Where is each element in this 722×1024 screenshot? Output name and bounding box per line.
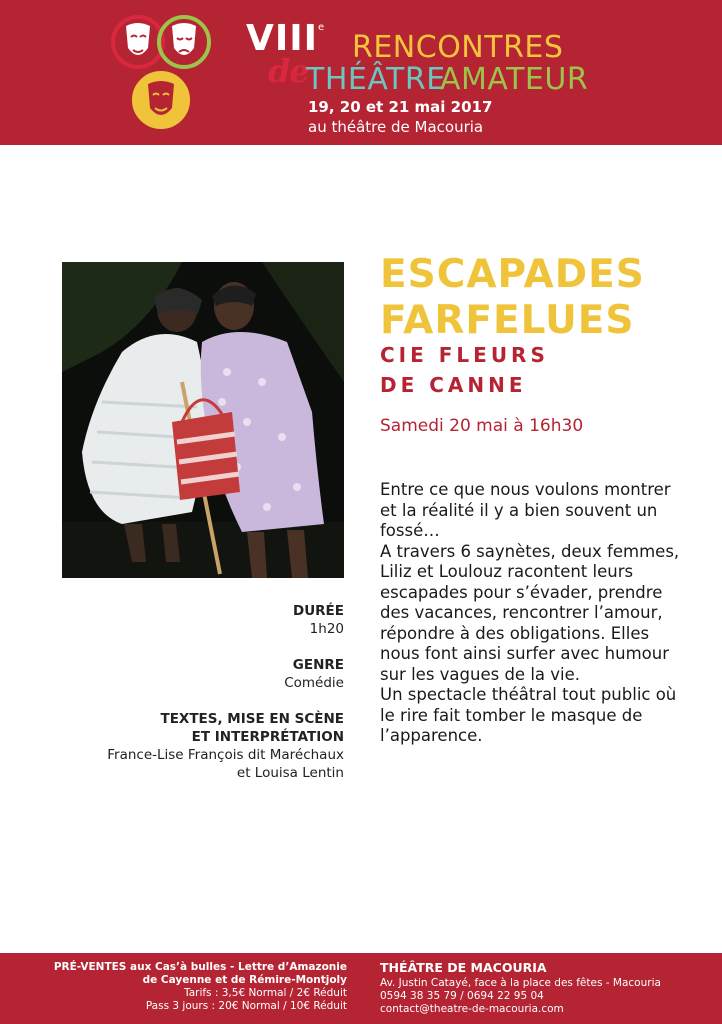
company-name (380, 340, 549, 400)
show-description (380, 480, 680, 747)
description-paragraph: A travers 6 saynètes, deux femmes, Liliz et Loulouz racontent leurs escapades pour s’évader, prendre des vacances, rencontrer l’amour, répondre à des obligations. Elles nous font ainsi surfer avec humour sur les vagues de la vie. (380, 541, 680, 684)
duration-value: 1h20 (309, 621, 344, 637)
credits-value: et Louisa Lentin (236, 765, 344, 781)
header-banner (0, 0, 722, 145)
credits-value: France-Lise François dit Maréchaux (107, 747, 344, 763)
festival-dates: 19, 20 et 21 mai 2017 (308, 98, 493, 116)
theatre-phones: 0594 38 35 79 / 0694 22 95 04 (380, 990, 544, 1002)
presales-places-2: de Cayenne et de Rémire-Montjoly (142, 974, 347, 986)
theatre-email[interactable]: contact@theatre-de-macouria.com (380, 1003, 564, 1015)
tarifs: Tarifs : 3,5€ Normal / 2€ Réduit (184, 987, 347, 999)
theatre-name: THÉÂTRE DE MACOURIA (380, 960, 547, 975)
description-paragraph: Entre ce que nous voulons montrer et la réalité il y a bien souvent un fossé… (380, 480, 671, 540)
duration-label: DURÉE (292, 603, 344, 619)
edition-number: VIIIe (246, 18, 326, 59)
presales-places: aux Cas’à bulles - Lettre d’Amazonie (126, 961, 347, 973)
genre-value: Comédie (284, 675, 344, 691)
theatre-word: THÉÂTRE (306, 62, 446, 97)
company-name-line-2: DE CANNE (380, 373, 527, 397)
footer-banner (0, 953, 722, 1024)
pass-3-jours: Pass 3 jours : 20€ Normal / 10€ Réduit (145, 1000, 347, 1012)
rencontres-word: RENCONTRES (352, 30, 564, 65)
performers-illustration (62, 262, 344, 578)
amateur-word: AMATEUR (440, 62, 589, 97)
theatre-masks-icon (108, 12, 218, 134)
theatre-address: Av. Justin Catayé, face à la place des fêtes - Macouria (380, 977, 661, 989)
credits-label: ET INTERPRÉTATION (191, 729, 344, 745)
de-word: de (268, 52, 309, 90)
presales-info (54, 961, 347, 1013)
show-photo (62, 262, 344, 578)
presales-label: PRÉ-VENTES (53, 961, 127, 973)
credits-label: TEXTES, MISE EN SCÈNE (160, 711, 344, 727)
show-info (84, 602, 344, 800)
festival-venue: au théâtre de Macouria (308, 118, 484, 136)
show-date: Samedi 20 mai à 16h30 (380, 416, 584, 436)
theatre-contact (380, 961, 661, 1016)
show-title (380, 252, 645, 344)
company-name-line-1: CIE FLEURS (380, 343, 549, 367)
description-paragraph: Un spectacle théâtral tout public où le rire fait tomber le masque de l’apparence. (380, 685, 677, 745)
genre-label: GENRE (292, 657, 344, 673)
show-title-line-1: ESCAPADES (380, 252, 645, 297)
show-title-line-2: FARFELUES (380, 298, 635, 344)
